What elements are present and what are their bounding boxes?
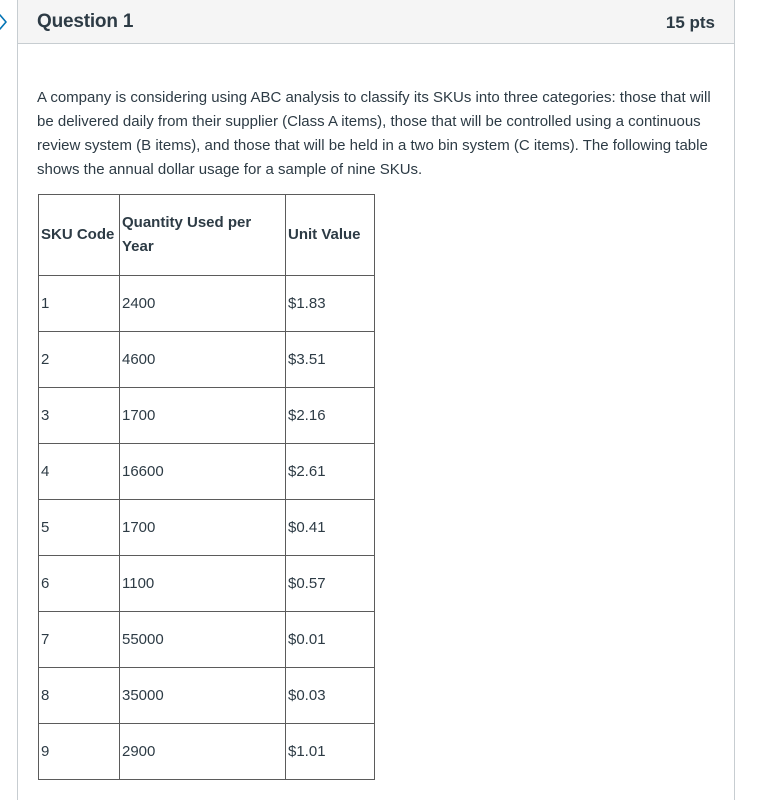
table-row — [39, 612, 375, 668]
cell-qty: 1700 — [120, 388, 286, 444]
cell-sku: 7 — [39, 612, 120, 668]
header-unit-value: Unit Value — [286, 195, 375, 276]
cell-sku: 6 — [39, 556, 120, 612]
cell-sku: 8 — [39, 668, 120, 724]
cell-qty: 16600 — [120, 444, 286, 500]
sku-table — [38, 194, 375, 780]
cell-sku: 3 — [39, 388, 120, 444]
question-points: 15 pts — [665, 13, 715, 32]
cell-qty: 4600 — [120, 332, 286, 388]
cell-unit: $0.41 — [286, 500, 375, 556]
cell-qty: 1100 — [120, 556, 286, 612]
table-row — [39, 276, 375, 332]
cell-unit: $1.83 — [286, 276, 375, 332]
cell-sku: 5 — [39, 500, 120, 556]
question-text: A company is considering using ABC analysis to classify its SKUs into three categories: those that will be delivered daily from their supplier (Class A items), those that will be controlled using a continuous review system (B items), and those that will be held in a two bin system (C items). The following table shows the annual dollar usage for a sample of nine SKUs. — [37, 89, 711, 178]
cell-unit: $1.01 — [286, 724, 375, 780]
table-row — [39, 332, 375, 388]
table-header-row — [39, 195, 375, 276]
question-card — [17, 0, 735, 800]
cell-qty: 55000 — [120, 612, 286, 668]
header-sku-code: SKU Code — [39, 195, 120, 276]
cell-unit: $3.51 — [286, 332, 375, 388]
table-row — [39, 500, 375, 556]
cell-unit: $0.01 — [286, 612, 375, 668]
header-quantity: Quantity Used per Year — [120, 195, 286, 276]
table-row — [39, 388, 375, 444]
cell-qty: 2900 — [120, 724, 286, 780]
cell-unit: $0.57 — [286, 556, 375, 612]
cell-unit: $2.61 — [286, 444, 375, 500]
cell-qty: 2400 — [120, 276, 286, 332]
cell-sku: 9 — [39, 724, 120, 780]
question-header — [18, 0, 734, 44]
table-row — [39, 724, 375, 780]
cell-unit: $0.03 — [286, 668, 375, 724]
cell-sku: 1 — [39, 276, 120, 332]
table-row — [39, 444, 375, 500]
cell-sku: 4 — [39, 444, 120, 500]
question-title: Question 1 — [37, 11, 134, 32]
table-row — [39, 556, 375, 612]
cell-qty: 1700 — [120, 500, 286, 556]
cell-unit: $2.16 — [286, 388, 375, 444]
cell-sku: 2 — [39, 332, 120, 388]
table-row — [39, 668, 375, 724]
chevron-right-icon[interactable] — [0, 12, 10, 32]
cell-qty: 35000 — [120, 668, 286, 724]
